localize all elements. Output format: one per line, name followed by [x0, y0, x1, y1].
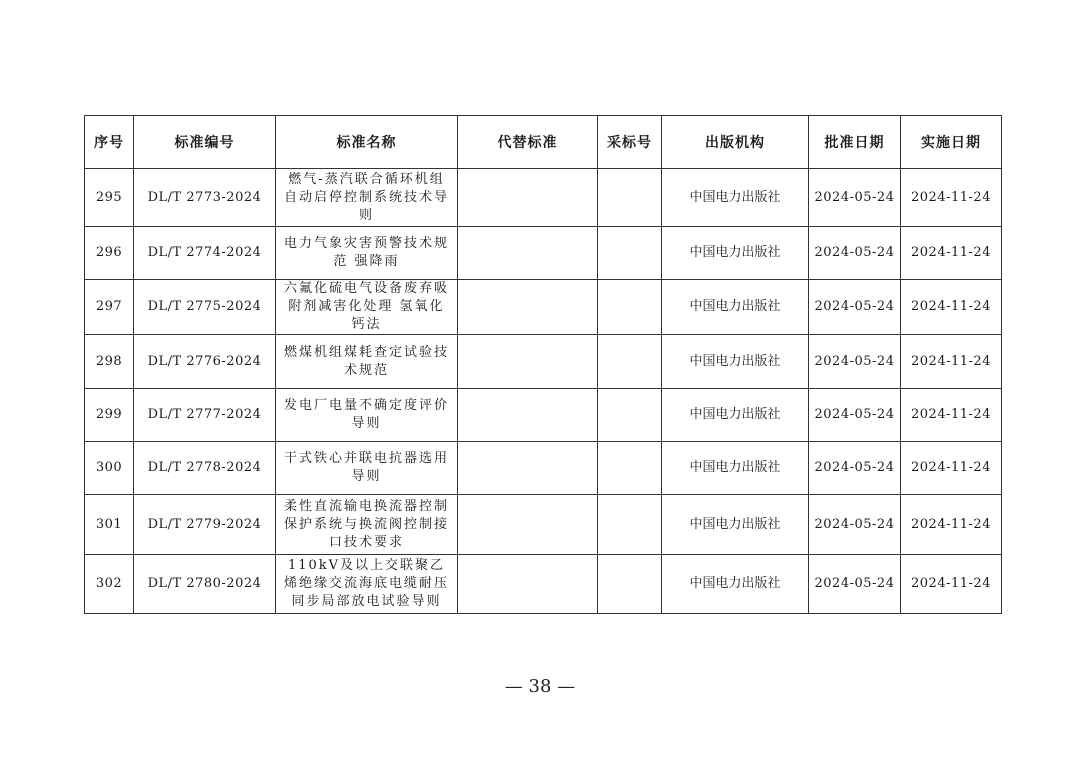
cell-adopt — [598, 555, 662, 614]
cell-publisher: 中国电力出版社 — [662, 280, 809, 335]
cell-name: 柔性直流输电换流器控制保护系统与换流阀控制接口技术要求 — [276, 495, 458, 555]
cell-approved: 2024-05-24 — [809, 442, 901, 495]
cell-name: 电力气象灾害预警技术规范 强降雨 — [276, 227, 458, 280]
cell-adopt — [598, 335, 662, 389]
cell-adopt — [598, 169, 662, 227]
cell-approved: 2024-05-24 — [809, 389, 901, 442]
cell-replaces — [458, 495, 598, 555]
table-row — [85, 389, 1002, 442]
header-name: 标准名称 — [276, 116, 458, 169]
cell-approved: 2024-05-24 — [809, 227, 901, 280]
cell-approved: 2024-05-24 — [809, 335, 901, 389]
page-number: — 38 — — [504, 676, 576, 697]
table-row — [85, 555, 1002, 614]
cell-effective: 2024-11-24 — [901, 169, 1002, 227]
cell-replaces — [458, 389, 598, 442]
cell-effective: 2024-11-24 — [901, 227, 1002, 280]
cell-adopt — [598, 280, 662, 335]
cell-replaces — [458, 442, 598, 495]
cell-code: DL/T 2777-2024 — [134, 389, 276, 442]
cell-replaces — [458, 335, 598, 389]
cell-code: DL/T 2775-2024 — [134, 280, 276, 335]
cell-replaces — [458, 555, 598, 614]
cell-seq: 301 — [85, 495, 134, 555]
cell-code: DL/T 2776-2024 — [134, 335, 276, 389]
cell-adopt — [598, 389, 662, 442]
cell-name: 110kV及以上交联聚乙烯绝缘交流海底电缆耐压同步局部放电试验导则 — [276, 555, 458, 614]
cell-code: DL/T 2779-2024 — [134, 495, 276, 555]
header-effective: 实施日期 — [901, 116, 1002, 169]
cell-adopt — [598, 227, 662, 280]
cell-approved: 2024-05-24 — [809, 495, 901, 555]
cell-seq: 299 — [85, 389, 134, 442]
cell-code: DL/T 2774-2024 — [134, 227, 276, 280]
cell-publisher: 中国电力出版社 — [662, 227, 809, 280]
cell-seq: 295 — [85, 169, 134, 227]
cell-approved: 2024-05-24 — [809, 169, 901, 227]
cell-effective: 2024-11-24 — [901, 442, 1002, 495]
header-code: 标准编号 — [134, 116, 276, 169]
cell-seq: 296 — [85, 227, 134, 280]
cell-publisher: 中国电力出版社 — [662, 389, 809, 442]
cell-name: 燃气-蒸汽联合循环机组自动启停控制系统技术导则 — [276, 169, 458, 227]
cell-publisher: 中国电力出版社 — [662, 169, 809, 227]
cell-seq: 300 — [85, 442, 134, 495]
cell-publisher: 中国电力出版社 — [662, 495, 809, 555]
table-row — [85, 442, 1002, 495]
table-row — [85, 495, 1002, 555]
cell-adopt — [598, 495, 662, 555]
cell-seq: 302 — [85, 555, 134, 614]
header-replaces: 代替标准 — [458, 116, 598, 169]
table-header-row — [85, 116, 1002, 169]
cell-seq: 298 — [85, 335, 134, 389]
header-seq: 序号 — [85, 116, 134, 169]
cell-seq: 297 — [85, 280, 134, 335]
cell-effective: 2024-11-24 — [901, 555, 1002, 614]
cell-effective: 2024-11-24 — [901, 280, 1002, 335]
cell-code: DL/T 2773-2024 — [134, 169, 276, 227]
cell-effective: 2024-11-24 — [901, 335, 1002, 389]
table-row — [85, 280, 1002, 335]
table-row — [85, 169, 1002, 227]
cell-effective: 2024-11-24 — [901, 495, 1002, 555]
header-adopt: 采标号 — [598, 116, 662, 169]
cell-code: DL/T 2778-2024 — [134, 442, 276, 495]
standards-table — [84, 115, 1002, 614]
cell-effective: 2024-11-24 — [901, 389, 1002, 442]
cell-name: 燃煤机组煤耗查定试验技术规范 — [276, 335, 458, 389]
cell-replaces — [458, 280, 598, 335]
cell-approved: 2024-05-24 — [809, 555, 901, 614]
cell-approved: 2024-05-24 — [809, 280, 901, 335]
table-row — [85, 227, 1002, 280]
cell-code: DL/T 2780-2024 — [134, 555, 276, 614]
cell-publisher: 中国电力出版社 — [662, 442, 809, 495]
cell-name: 干式铁心并联电抗器选用导则 — [276, 442, 458, 495]
cell-name: 六氟化硫电气设备废弃吸附剂减害化处理 氢氧化钙法 — [276, 280, 458, 335]
cell-adopt — [598, 442, 662, 495]
header-approved: 批准日期 — [809, 116, 901, 169]
header-publisher: 出版机构 — [662, 116, 809, 169]
table-row — [85, 335, 1002, 389]
cell-name: 发电厂电量不确定度评价导则 — [276, 389, 458, 442]
cell-publisher: 中国电力出版社 — [662, 335, 809, 389]
cell-replaces — [458, 169, 598, 227]
cell-replaces — [458, 227, 598, 280]
cell-publisher: 中国电力出版社 — [662, 555, 809, 614]
